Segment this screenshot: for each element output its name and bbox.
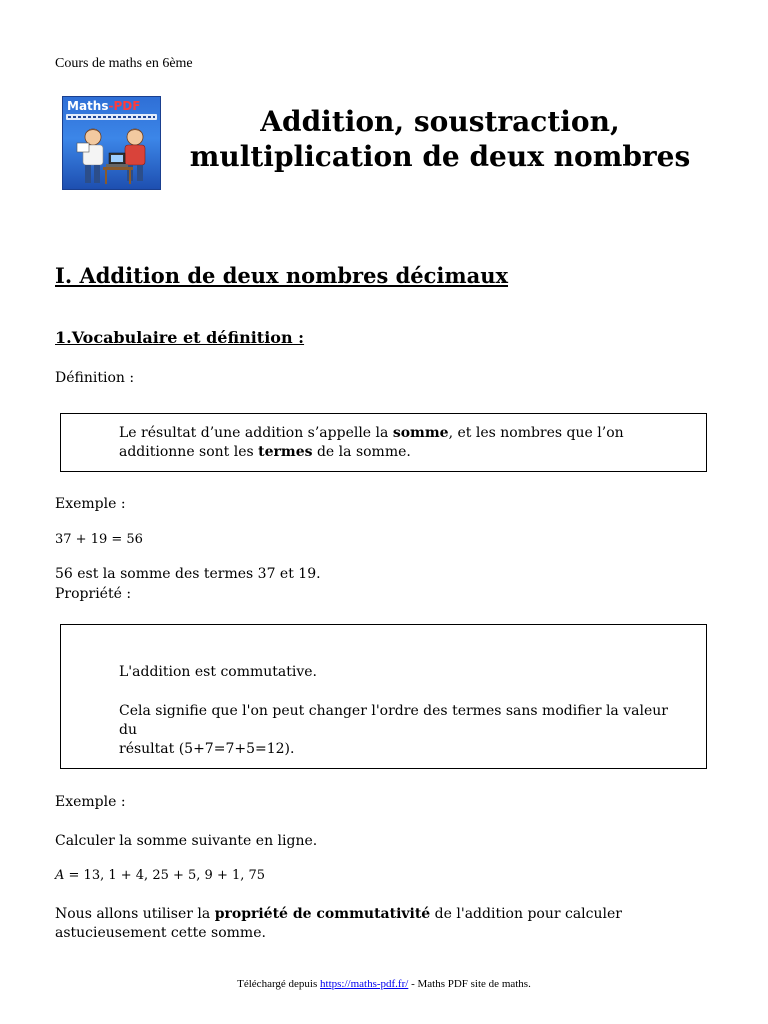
page-footer: Téléchargé depuis https://maths-pdf.fr/ - Maths PDF site de maths. [237,978,531,990]
course-header: Cours de maths en 6ème [55,56,193,71]
example-explanation: 56 est la somme des termes 37 et 19. [55,566,321,582]
maths-pdf-link[interactable]: https://maths-pdf.fr/ [320,978,409,990]
example-equation: 37 + 19 = 56 [55,532,143,547]
maths-pdf-logo [62,96,161,190]
page-title: Addition, soustraction, multiplication de deux nombres [189,105,691,173]
definition-label: Définition : [55,370,135,386]
commutativity-note: Nous allons utiliser la propriété de commutativité de l'addition pour calculer astucieusement cette somme. [55,906,622,941]
property-explanation: Cela signifie que l'on peut changer l'ordre des termes sans modifier la valeur du résultat (5+7=7+5=12). [119,703,668,757]
definition-text: Le résultat d’une addition s’appelle la somme, et les nombres que l’on additionne sont les termes de la somme. [119,425,624,460]
property-label: Propriété : [55,586,132,602]
subsection-heading: 1.Vocabulaire et définition : [55,328,305,347]
example-label: Exemple : [55,496,126,512]
example-label-2: Exemple : [55,794,126,810]
property-box [60,624,707,769]
example-instruction: Calculer la somme suivante en ligne. [55,833,318,849]
section-heading: I. Addition de deux nombres décimaux [55,263,509,288]
students-illustration [63,97,160,189]
definition-box [60,413,707,472]
property-statement: L'addition est commutative. [119,664,317,680]
sum-equation: A = 13, 1 + 4, 25 + 5, 9 + 1, 75 [55,868,266,883]
logo-brand: Maths-PDF [67,99,141,113]
